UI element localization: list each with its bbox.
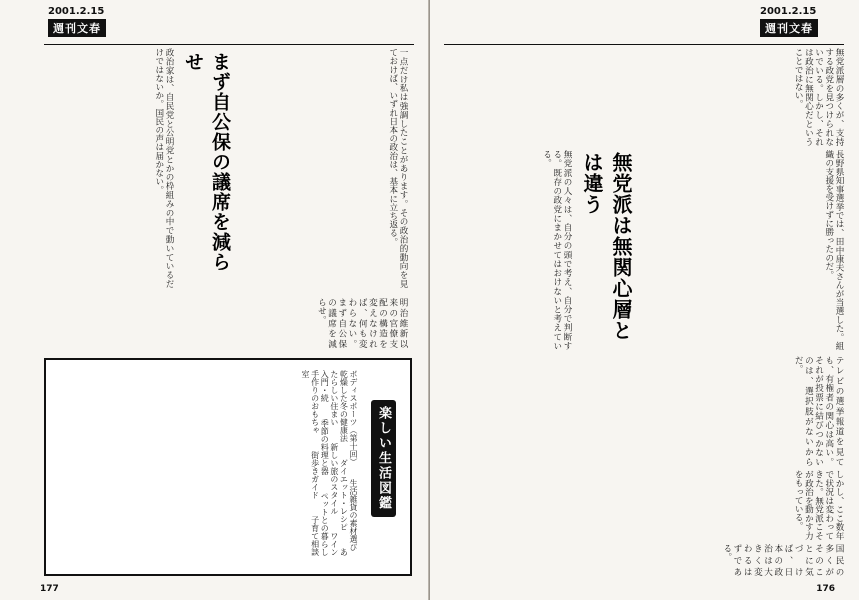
headline: まず自公保の議席を減らせ [182, 52, 231, 272]
body-column-3: 無党派の人々は、自分の頭で考え、自分で判断する。既存の政党にまかせてはおけないと考えている。 [541, 150, 572, 350]
box-item: 乾燥した冬の健康法 [339, 370, 349, 442]
box-item: ダイエット・レシピ [339, 459, 349, 531]
body-column-3: 明治維新以来の官僚支配の構造を変えなければ、何も変わらない。まず自公保の議席を減らせ。 [316, 298, 408, 348]
box-item: 新しい旅のスタイル [329, 443, 339, 515]
header-rule [444, 44, 844, 45]
issue-date: 2001.2.15 [48, 6, 105, 17]
box-item: あたらしい住まい [329, 370, 349, 556]
box-item: 季節の料理と器 [320, 419, 330, 475]
body-column-2: 長野県知事選挙では、田中康夫さんが当選した。組織の支援を受けずに勝ったのだ。 [823, 150, 844, 350]
magazine-title: 週刊文春 [760, 19, 818, 37]
page-number: 177 [40, 584, 59, 594]
body-column-2: 政治家は、自民党と公明党とかの枠組みの中で動いているだけではないか。国民の声は届かない。 [153, 48, 174, 288]
box-item: ペットとの暮らし [320, 492, 330, 556]
info-box [44, 358, 412, 576]
right-page [430, 0, 859, 600]
left-page [0, 0, 429, 600]
right-header [760, 6, 818, 37]
box-item: 手作りのおもちゃ [310, 370, 320, 434]
box-item: ボディスポーツ（第十回） [349, 370, 358, 462]
body-column-4: テレビの選挙報道を見ても、有権者の関心は高い。それが投票に結びつかないのは、選択肢がないからだ。 [793, 356, 844, 466]
body-column-5: しかし、ここ数年で状況は変わってきた。無党派こそが政治を動かす力をもっている。 [793, 470, 844, 540]
body-column-1: 無党派層の多くが、支持する政党を見つけられないでいる。しかし、それは政治に無関心だということではない。 [793, 48, 844, 146]
box-list [68, 370, 358, 560]
box-item: ワイン入門・続 [320, 370, 339, 556]
box-item: 生活雑貨の素材選び [349, 479, 358, 551]
box-item: 街歩きガイド [310, 451, 320, 499]
page-number: 176 [816, 584, 835, 594]
box-title: 楽しい生活図鑑 [371, 400, 396, 517]
headline: 無党派は無関心層とは違う [580, 152, 633, 341]
body-column-1: 一点だけ私は強調したことがあります。その政治的動向を見ておけば、いずれ日本の政治は、基本に立ち返る。 [387, 48, 408, 288]
box-item: 子育て相談室 [301, 370, 320, 556]
body-column-6: 国民の多くがそのことに気づけば、日本の政治は大きく変わるはずである。 [721, 544, 844, 576]
magazine-title: 週刊文春 [48, 19, 106, 37]
left-header [48, 6, 106, 37]
issue-date: 2001.2.15 [760, 6, 817, 17]
header-rule [44, 44, 414, 45]
